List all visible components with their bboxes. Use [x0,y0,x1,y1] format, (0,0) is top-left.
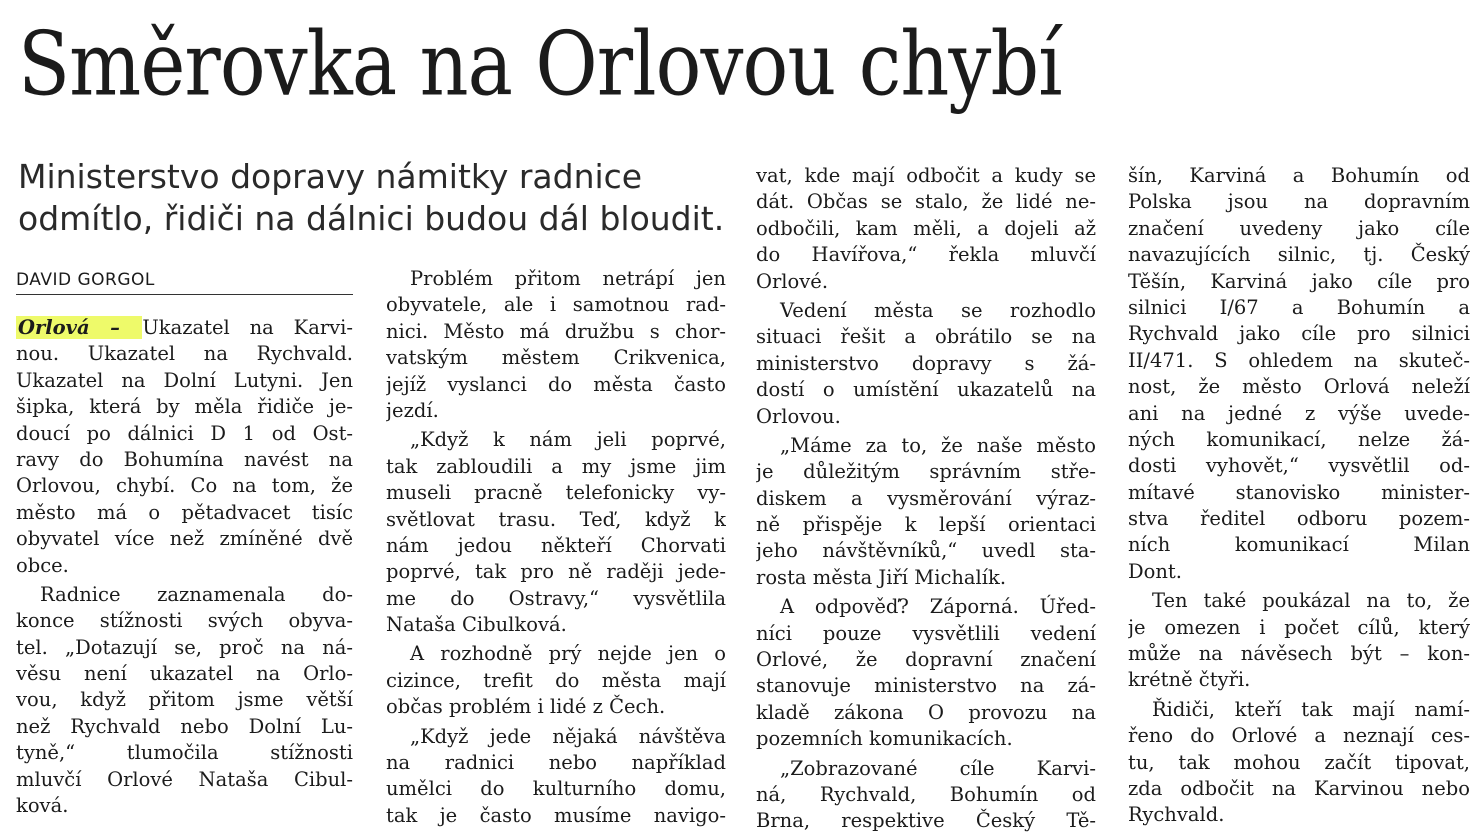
article-line: museli pracně telefonicky vy- [386,481,726,505]
article-line: stva ředitel odboru pozem- [1128,507,1470,531]
article-line: cizince, trefit do města mají [386,668,726,692]
article-line: nou. Ukazatel na Rychvald. [16,342,353,366]
article-line: silnici I/67 a Bohumín a [1128,295,1470,319]
article-line: jezdí. [386,398,439,422]
dateline-place: Orlová – [18,316,141,339]
article-line: pozemních komunikacích. [756,727,1013,751]
article-line: II/471. S ohledem na skuteč- [1128,348,1470,372]
article-line: Nataša Cibulková. [386,613,567,637]
article-line: Orlové. [756,269,829,293]
article-line: ná, Rychvald, Bohumín od [756,782,1096,806]
article-line: značení uvedeny jako cíle [1128,216,1470,240]
article-column-3 [756,163,1096,835]
article-line: tu, tak mohou začít tipovat, [1128,750,1470,774]
article-line: může na návěsech být – kon- [1128,642,1470,666]
article-line: na radnici nebo například [386,751,726,775]
article-line: Těšín, Karviná jako cíle pro [1128,269,1470,293]
article-line: rosta města Jiří Michalík. [756,565,1007,589]
article-line: ných komunikací, nelze žá- [1128,427,1470,451]
article-line: „Když k nám jeli poprvé, [410,428,726,452]
article-line: obyvatele, ale i samotnou rad- [386,293,726,317]
article-line: Rychvald jako cíle pro silnici [1128,322,1470,346]
article-line: ravy do Bohumína navést na [16,447,353,471]
article-line: šipka, která by měla řidiče je- [16,395,353,419]
article-line: vat, kde mají odbočit a kudy se [756,164,1096,187]
article-line: Polska jsou na dopravním [1128,190,1470,214]
article-line: dát. Občas se stalo, že lidé ne- [756,190,1096,214]
article-line: mluvčí Orlové Nataša Cibul- [16,767,353,791]
article-line: A odpověď? Záporná. Úřed- [780,595,1096,619]
article-line: vou, když přitom jsme větší [16,688,353,712]
article-line: níci pouze vysvětlili vedení [756,621,1096,645]
article-line: umělci do kulturního domu, [386,777,726,801]
article-line: ková. [16,794,69,818]
article-line: navazujících silnic, tj. Český [1128,243,1470,267]
article-line: věsu není ukazatel na Orlo- [16,662,353,686]
article-line: Orlovou, chybí. Co na tom, že [16,474,353,498]
article-line: Vedení města se rozhodlo [780,298,1096,322]
article-line: Problém přitom netrápí jen [410,267,726,290]
article-line: nost, že město Orlová neleží [1128,375,1470,399]
article-line: Brna, respektive Český Tě- [756,809,1096,833]
article-line: tel. „Dotazují se, proč na ná- [16,635,353,659]
article-line: do Havířova,“ řekla mluvčí [756,243,1096,267]
article-line: tak je často musíme navigo- [386,803,726,827]
article-line: kladě zákona O provozu na [756,700,1096,724]
article-line-text: Ukazatel na Karvi- [142,316,353,339]
article-line: doucí po dálnici D 1 od Ost- [16,421,353,445]
article-line: je omezen i počet cílů, který [1128,615,1470,639]
article-line: dosti vyhovět,“ vysvětlil od- [1128,454,1470,478]
article-line: konce stížnosti svých obyva- [16,609,353,633]
article-line: město má o pětadvacet tisíc [16,500,353,524]
article-line: nici. Město má družbu s chor- [386,319,726,343]
article-line: stanovuje ministerstvo na zá- [756,674,1096,698]
article-line [16,315,353,341]
headline: Směrovka na Orlovou chybí [18,12,1062,116]
article-line: vatským městem Crikvenica, [386,346,726,370]
article-line: tyně,“ tlumočila stížnosti [16,741,353,765]
article-line: obyvatel více než zmíněné dvě [16,527,353,551]
article-line: jeho návštěvníků,“ uvedl sta- [756,539,1096,563]
article-line: Řidiči, kteří tak mají namí- [1152,697,1470,721]
article-column-2 [386,266,726,829]
article-line: tak zabloudili a my jsme jim [386,454,726,478]
article-line: me do Ostravy,“ vysvětlila [386,586,726,610]
article-line: dostí o umístění ukazatelů na [756,378,1096,402]
article-line: než Rychvald nebo Dolní Lu- [16,714,353,738]
article-column-4 [1128,163,1470,829]
article-line: šín, Karviná a Bohumín od [1128,164,1470,187]
subheadline-line: Ministerstvo dopravy námitky radnice [18,157,643,196]
article-line: světlovat trasu. Teď, když k [386,507,726,531]
article-line: Dont. [1128,559,1182,583]
article-line: ani na jedné z výše uvede- [1128,401,1470,425]
subheadline [18,156,740,240]
article-line: ně přispěje k lepší orientaci [756,513,1096,537]
article-line: odbočili, kam měli, a dojeli až [756,216,1096,240]
article-line: A rozhodně prý nejde jen o [410,642,726,666]
article-line: Ten také poukázal na to, že [1152,589,1470,613]
article-line: je důležitým správním stře- [756,460,1096,484]
article-line: poprvé, tak pro ně raději jede- [386,560,726,584]
article-line: obce. [16,553,69,577]
article-line: Orlové, že dopravní značení [756,648,1096,672]
article-line: „Když jede nějaká návštěva [410,724,726,748]
article-column-1 [16,315,353,819]
article-line: nám jedou někteří Chorvati [386,533,726,557]
subheadline-line: odmítlo, řidiči na dálnici budou dál bloudit. [18,199,725,238]
article-line: ministerstvo dopravy s žá- [756,351,1096,375]
article-line: „Máme za to, že naše město [780,433,1096,457]
article-line: mítavé stanovisko minister- [1128,480,1470,504]
article-line: Orlovou. [756,404,841,428]
article-line: Radnice zaznamenala do- [40,582,353,606]
article-line: řeno do Orlové a neznají ces- [1128,724,1470,748]
article-line: diskem a vysměrování výraz- [756,486,1096,510]
article-line: „Zobrazované cíle Karvi- [780,756,1096,780]
article-line: zda odbočit na Karvinou nebo [1128,776,1470,800]
article-line: ních komunikací Milan [1128,533,1470,557]
article-line: Rychvald. [1128,803,1225,827]
author-byline: DAVID GORGOL [16,269,353,295]
article-line: situaci řešit a obrátilo se na [756,325,1096,349]
article-line: jejíž vyslanci do města často [386,372,726,396]
article-line: krétně čtyři. [1128,668,1251,692]
article-line: Ukazatel na Dolní Lutyni. Jen [16,368,353,392]
article-line: občas problém i lidé z Čech. [386,695,666,719]
